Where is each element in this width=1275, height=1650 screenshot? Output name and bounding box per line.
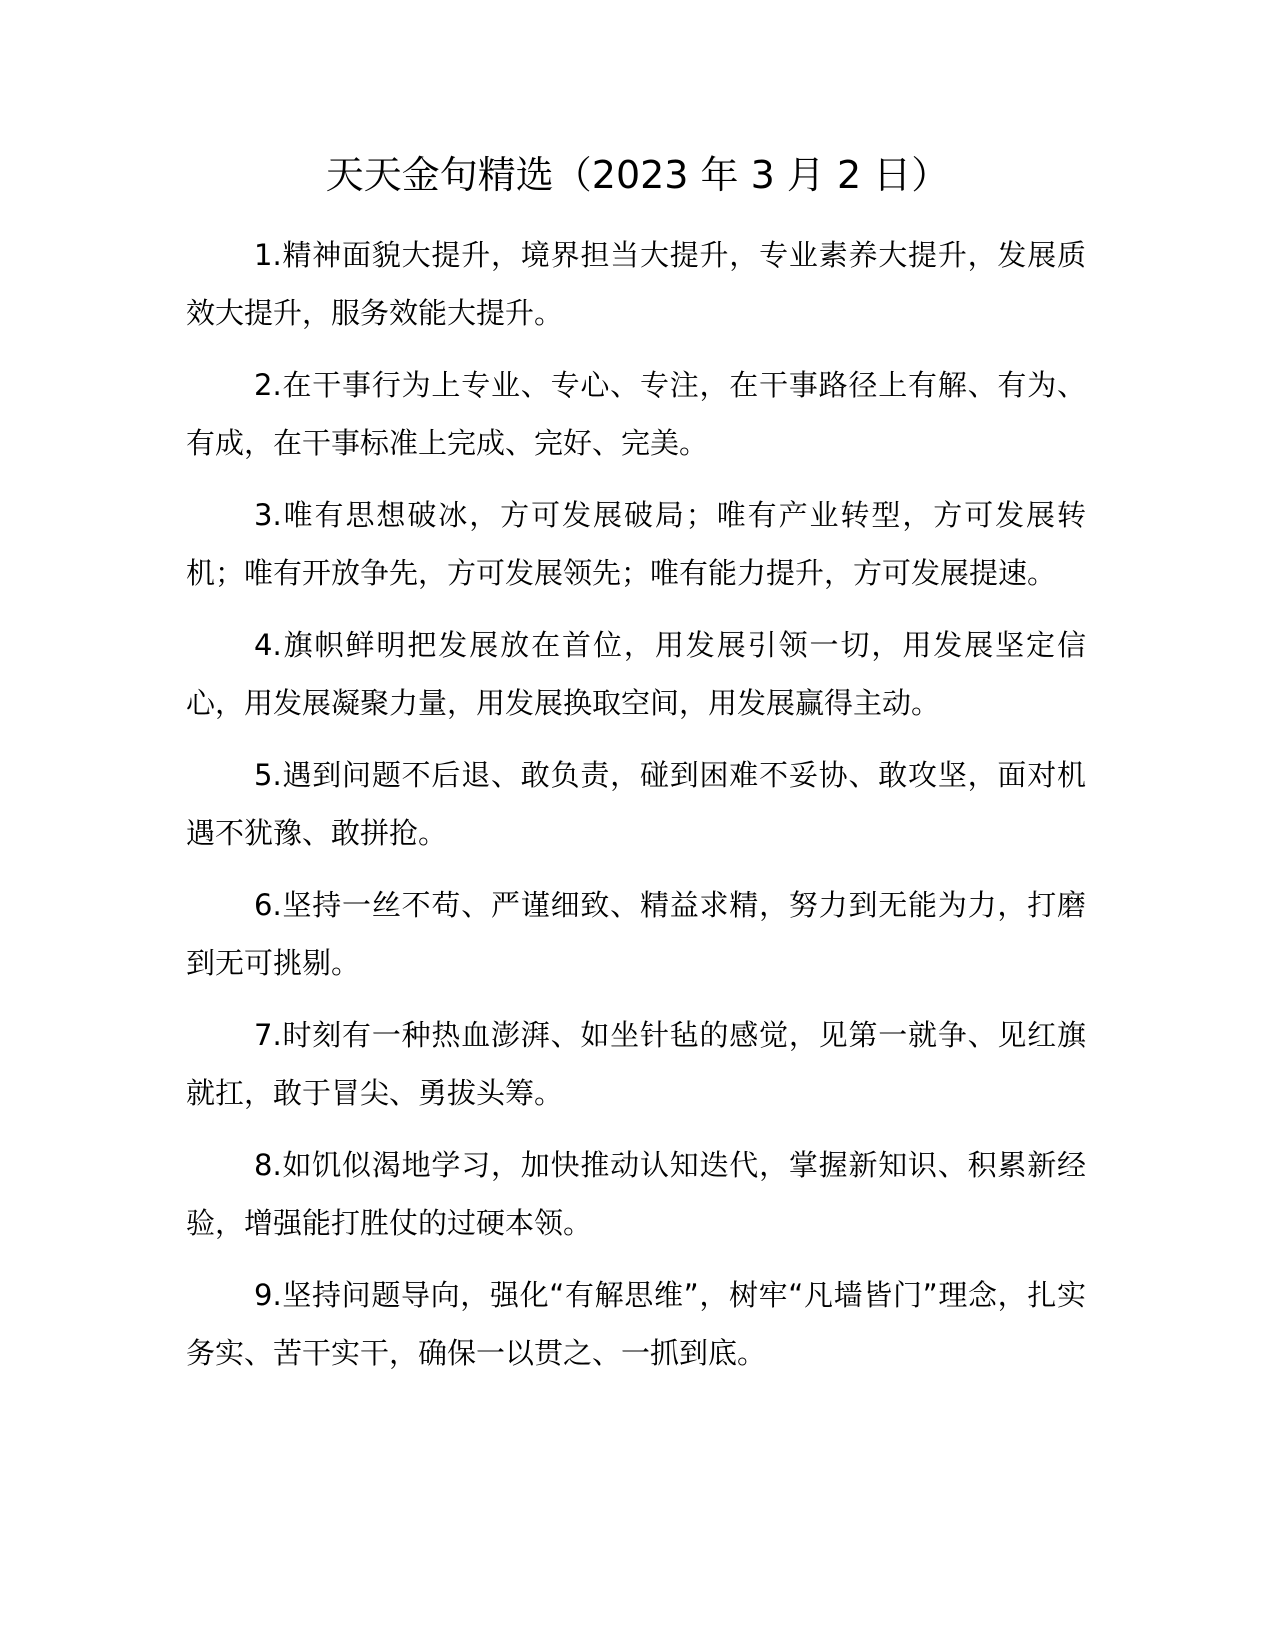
quote-item-2: 2.在干事行为上专业、专心、专注，在干事路径上有解、有为、有成，在干事标准上完成、完好、完美。 xyxy=(186,368,1086,460)
quote-item-3: 3.唯有思想破冰，方可发展破局；唯有产业转型，方可发展转机；唯有开放争先，方可发展领先；唯有能力提升，方可发展提速。 xyxy=(186,498,1086,590)
quote-item-5: 5.遇到问题不后退、敢负责，碰到困难不妥协、敢攻坚，面对机遇不犹豫、敢拼抢。 xyxy=(186,758,1086,850)
quote-item-7: 7.时刻有一种热血澎湃、如坐针毡的感觉，见第一就争、见红旗就扛，敢于冒尖、勇拔头筹。 xyxy=(186,1018,1086,1110)
quote-item-8: 8.如饥似渴地学习，加快推动认知迭代，掌握新知识、积累新经验，增强能打胜仗的过硬本领。 xyxy=(186,1148,1086,1240)
quote-item-6: 6.坚持一丝不苟、严谨细致、精益求精，努力到无能为力，打磨到无可挑剔。 xyxy=(186,888,1086,980)
document-title: 天天金句精选（2023 年 3 月 2 日） xyxy=(325,153,950,197)
quote-item-9: 9.坚持问题导向，强化“有解思维”，树牢“凡墙皆门”理念，扎实务实、苦干实干，确保一以贯之、一抓到底。 xyxy=(186,1278,1086,1370)
quote-list xyxy=(186,226,1086,1396)
quote-item-1: 1.精神面貌大提升，境界担当大提升，专业素养大提升，发展质效大提升，服务效能大提升。 xyxy=(186,238,1086,330)
quote-item-4: 4.旗帜鲜明把发展放在首位，用发展引领一切，用发展坚定信心，用发展凝聚力量，用发展换取空间，用发展赢得主动。 xyxy=(186,628,1086,720)
